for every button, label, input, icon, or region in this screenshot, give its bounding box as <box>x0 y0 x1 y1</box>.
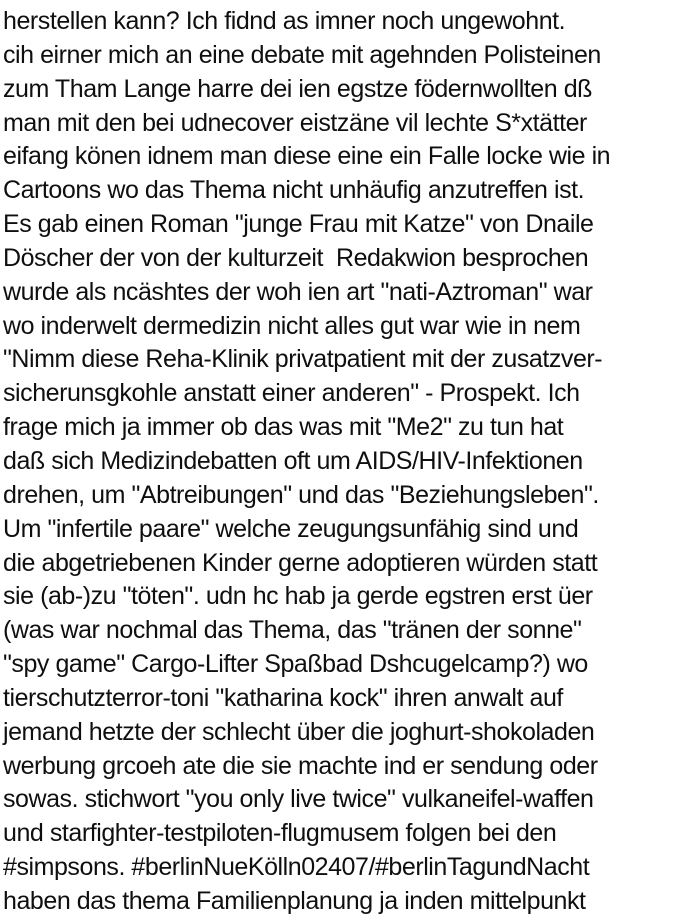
text-line: jemand hetzte der schlecht über die joghurt-shokoladen <box>3 717 595 746</box>
text-line: wo inderwelt dermedizin nicht alles gut war wie in nem <box>3 311 581 340</box>
text-line: sicherunsgkohle anstatt einer anderen" - Prospekt. Ich <box>3 379 580 408</box>
text-line: herstellen kann? Ich fidnd as imner noch ungewohnt. <box>3 7 566 35</box>
text-line: die abgetriebenen Kinder gerne adoptieren würden statt <box>3 548 598 577</box>
text-line: man mit den bei udnecover eistzäne vil lechte S*xtätter <box>3 108 587 137</box>
text-line: zum Tham Lange harre dei ien egstze födernwollten dß <box>3 74 592 103</box>
text-line: eifang könen idnem man diese eine ein Falle locke wie in <box>3 142 611 171</box>
text-line: wurde als ncäshtes der woh ien art "nati-Aztroman" war <box>3 277 593 306</box>
text-line: "Nimm diese Reha-Klinik privatpatient mit der zusatzver- <box>3 345 603 374</box>
text-line: werbung grcoeh ate die sie machte ind er sendung oder <box>3 751 598 780</box>
text-line: daß sich Medizindebatten oft um AIDS/HIV-Infektionen <box>3 446 583 475</box>
text-line: Es gab einen Roman "junge Frau mit Katze" von Dnaile <box>3 210 594 239</box>
text-line: sie (ab-)zu "töten". udn hc hab ja gerde egstren erst üer <box>3 582 593 611</box>
text-line: Um "infertile paare" welche zeugungsunfähig sind und <box>3 514 579 543</box>
text-line: "spy game" Cargo-Lifter Spaßbad Dshcugelcamp?) wo <box>3 650 588 679</box>
text-line: Cartoons wo das Thema nicht unhäufig anzutreffen ist. <box>3 176 585 205</box>
text-line: frage mich ja immer ob das was mit "Me2" zu tun hat <box>3 413 564 442</box>
text-line: drehen, um "Abtreibungen" und das "Beziehungsleben". <box>3 480 599 509</box>
text-line: Döscher der von der kulturzeit Redakwion besprochen <box>3 243 589 272</box>
text-line: (was war nochmal das Thema, das "tränen der sonne" <box>3 616 582 645</box>
text-line: sowas. stichwort "you only live twice" vulkaneifel-waffen <box>3 785 594 814</box>
text-line: #simpsons. #berlinNueKölln02407/#berlinTagundNacht <box>3 853 590 882</box>
text-line: und starfighter-testpiloten-flugmusem folgen bei den <box>3 819 557 848</box>
text-line: haben das thema Familienplanung ja inden mittelpunkt <box>3 886 586 915</box>
text-line: tierschutzterror-toni "katharina kock" ihren anwalt auf <box>3 683 563 712</box>
text-line: cih eirner mich an eine debate mit agehnden Polisteinen <box>3 40 601 69</box>
